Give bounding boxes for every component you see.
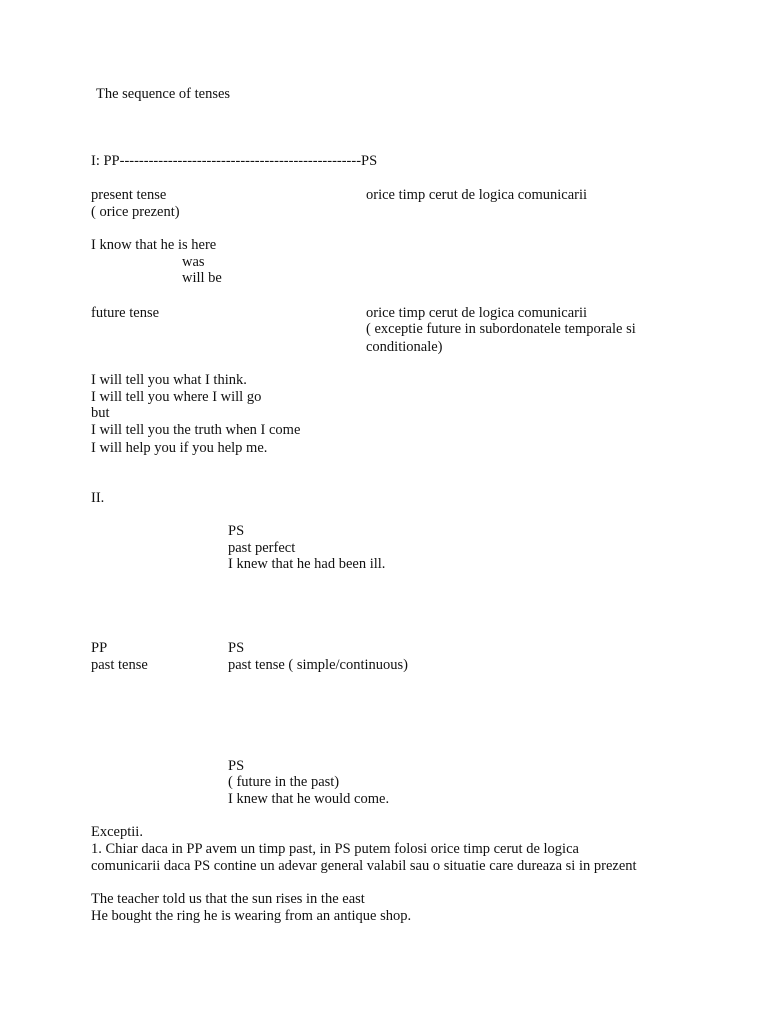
future-tense-label: future tense: [91, 305, 160, 321]
example-2-line-4: I will tell you the truth when I come: [91, 422, 301, 438]
example-1-line-1: I know that he is here: [91, 237, 217, 253]
block-2-right-1: PS: [228, 640, 245, 656]
exception-rule-1a: 1. Chiar daca in PP avem un timp past, in PS putem folosi orice timp cerut de logica: [91, 841, 579, 857]
exceptions-heading: Exceptii.: [91, 824, 143, 840]
block-2-left-2: past tense: [91, 657, 148, 673]
exception-example-2: He bought the ring he is wearing from an antique shop.: [91, 908, 412, 924]
block-2-right-2: past tense ( simple/continuous): [228, 657, 409, 673]
example-1-line-2: was: [182, 254, 205, 270]
block-1-line-3: I knew that he had been ill.: [228, 556, 386, 572]
present-tense-label: present tense: [91, 187, 167, 203]
block-2-left-1: PP: [91, 640, 108, 656]
future-tense-rule-2: ( exceptie future in subordonatele temporale si: [366, 321, 636, 337]
exception-rule-1b: comunicarii daca PS contine un adevar general valabil sau o situatie care dureaza si in prezent: [91, 858, 637, 874]
block-1-line-1: PS: [228, 523, 245, 539]
section-2-heading: II.: [91, 490, 105, 506]
block-3-line-1: PS: [228, 758, 245, 774]
future-tense-rule-3: conditionale): [366, 339, 443, 355]
example-2-line-1: I will tell you what I think.: [91, 372, 247, 388]
present-tense-note: ( orice prezent): [91, 204, 180, 220]
section-1-heading: I: PP--------------------------------------------------PS: [91, 153, 378, 169]
exception-example-1: The teacher told us that the sun rises in the east: [91, 891, 365, 907]
present-tense-rule: orice timp cerut de logica comunicarii: [366, 187, 588, 203]
page-title: The sequence of tenses: [96, 86, 231, 102]
example-2-line-5: I will help you if you help me.: [91, 440, 268, 456]
block-3-line-3: I knew that he would come.: [228, 791, 390, 807]
future-tense-rule-1: orice timp cerut de logica comunicarii: [366, 305, 588, 321]
example-1-line-3: will be: [182, 270, 222, 286]
block-1-line-2: past perfect: [228, 540, 296, 556]
example-2-line-3: but: [91, 405, 110, 421]
example-2-line-2: I will tell you where I will go: [91, 389, 262, 405]
block-3-line-2: ( future in the past): [228, 774, 340, 790]
